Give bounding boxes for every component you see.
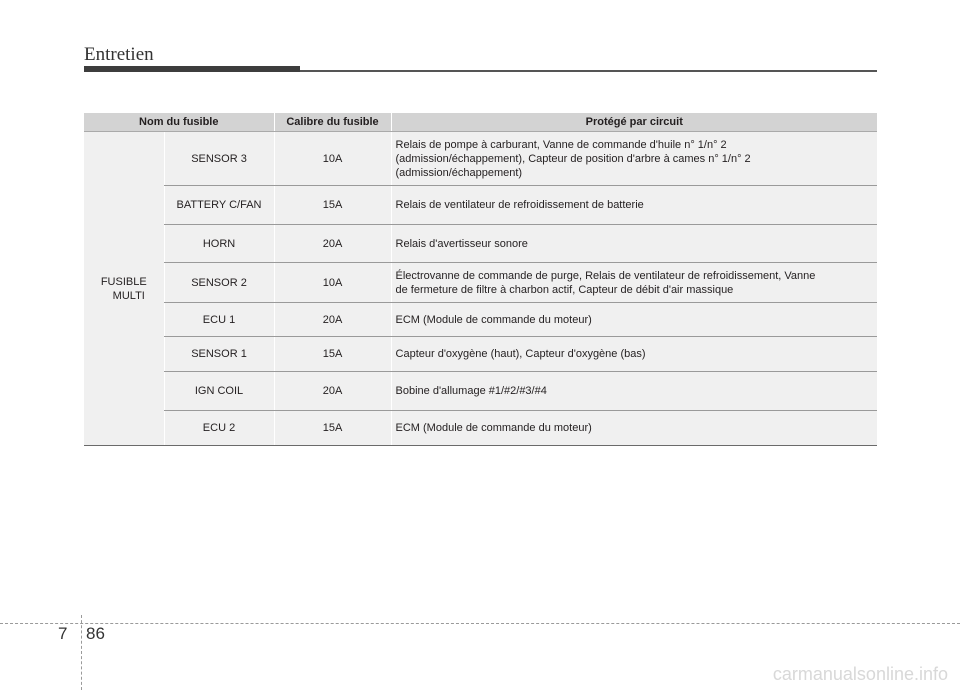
footer-vertical-divider [81,615,82,690]
circuit-line: Relais de ventilateur de refroidissement de batterie [395,199,644,211]
circuit-line: Bobine d'allumage #1/#2/#3/#4 [395,385,547,397]
fuse-name: ECU 1 [164,303,274,337]
fuse-circuit [391,337,877,372]
table-row [84,372,877,411]
fuse-rating: 15A [274,186,391,225]
fuse-name: HORN [164,225,274,263]
fuse-circuit [391,225,877,263]
fuse-circuit [391,411,877,446]
fuse-circuit [391,263,877,303]
column-header-rating: Calibre du fusible [274,113,391,132]
footer-divider [0,623,960,624]
fuse-rating: 10A [274,132,391,186]
header-rule-thin [300,70,877,72]
table-header-row [84,113,877,132]
circuit-line: (admission/échappement) [395,166,523,179]
circuit-line: Relais d'avertisseur sonore [395,237,528,250]
fuse-name: BATTERY C/FAN [164,186,274,225]
fuse-circuit [391,303,877,337]
fuse-circuit [391,132,877,186]
fuse-circuit [391,372,877,411]
circuit-line: Électrovanne de commande de purge, Relais de ventilateur de refroidissement, Vanne [395,269,816,282]
fuse-rating: 20A [274,372,391,411]
circuit-line: de fermeture de filtre à charbon actif, Capteur de débit d'air massique [395,283,734,296]
chapter-number: 7 [58,624,68,643]
fuse-group-label-line2: MULTI [112,289,145,302]
column-header-name: Nom du fusible [84,113,274,132]
fuse-rating: 15A [274,411,391,446]
fuse-table [84,113,877,446]
circuit-line: ECM (Module de commande du moteur) [395,422,592,434]
circuit-line: Relais de pompe à carburant, Vanne de commande d'huile n° 1/n° 2 [395,138,727,151]
fuse-group-label-line1: FUSIBLE [100,275,147,288]
fuse-name: IGN COIL [164,372,274,411]
fuse-name: ECU 2 [164,411,274,446]
fuse-group-cell [84,132,164,446]
table-row [84,225,877,263]
fuse-rating: 10A [274,263,391,303]
table-row [84,411,877,446]
table-row [84,263,877,303]
circuit-line: (admission/échappement), Capteur de position d'arbre à cames n° 1/n° 2 [395,152,751,165]
page-number: 86 [86,624,105,643]
watermark: carmanualsonline.info [772,664,948,684]
fuse-rating: 20A [274,303,391,337]
circuit-line: Capteur d'oxygène (haut), Capteur d'oxygène (bas) [395,348,646,360]
table-row [84,337,877,372]
fuse-name: SENSOR 3 [164,132,274,186]
fuse-rating: 15A [274,337,391,372]
fuse-circuit [391,186,877,225]
fuse-name: SENSOR 2 [164,263,274,303]
table-row [84,186,877,225]
fuse-name: SENSOR 1 [164,337,274,372]
table-row [84,303,877,337]
circuit-line: ECM (Module de commande du moteur) [395,313,592,326]
header-rule-thick [84,66,300,72]
fuse-rating: 20A [274,225,391,263]
table-row [84,132,877,186]
column-header-circuit: Protégé par circuit [391,113,877,132]
page-header-title: Entretien [84,44,154,65]
